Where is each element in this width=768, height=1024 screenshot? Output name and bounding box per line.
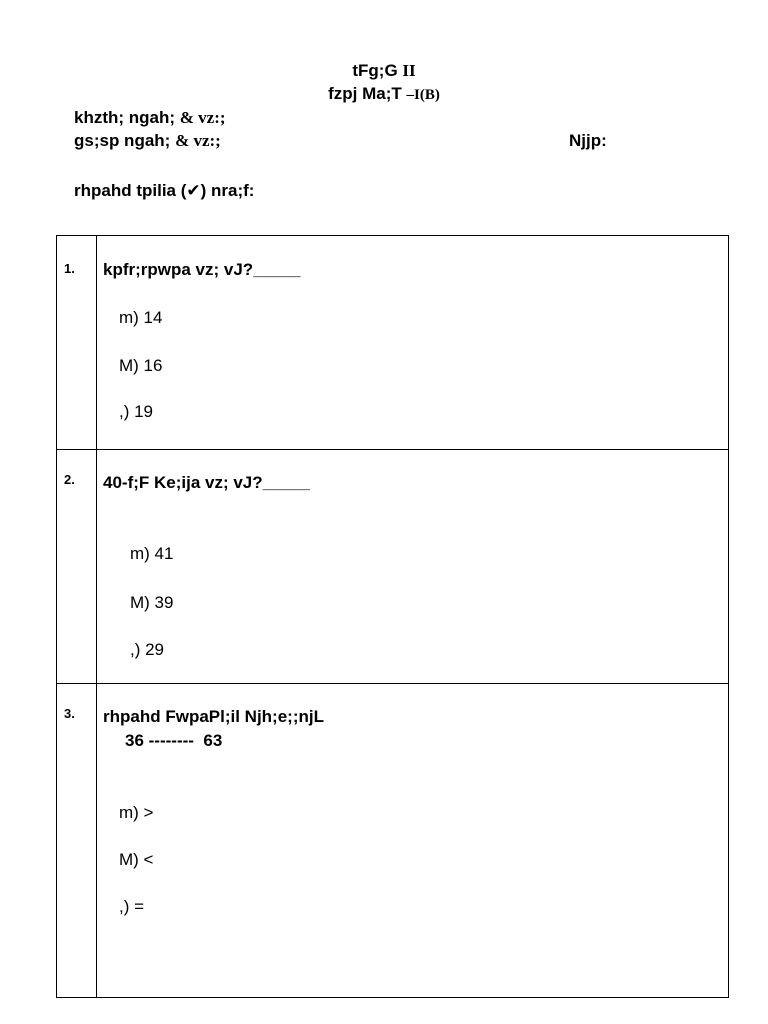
column-divider	[96, 236, 97, 997]
question-3-option-b[interactable]: M) <	[119, 850, 154, 869]
teacher-name-label: gs;sp ngah; & vz:;	[74, 131, 221, 150]
question-1-number: 1.	[64, 261, 75, 276]
title-line-1: tFg;G II	[352, 61, 416, 80]
question-table	[56, 235, 729, 998]
checkmark-icon: ✔	[186, 181, 201, 201]
row-divider-1	[57, 449, 728, 450]
student-name-label: khzth; ngah; & vz:;	[74, 108, 226, 127]
question-2-text: 40-f;F Ke;ija vz; vJ?_____	[103, 473, 310, 492]
instruction-text: rhpahd tpilia (✔) nra;f:	[74, 181, 255, 201]
question-2-option-c[interactable]: ,) 29	[130, 640, 165, 659]
row-divider-2	[57, 683, 728, 684]
date-label: Njjp:	[569, 131, 607, 150]
question-2-number: 2.	[64, 472, 75, 487]
question-2-option-b[interactable]: M) 39	[130, 593, 174, 612]
question-1-text: kpfr;rpwpa vz; vJ?_____	[103, 260, 301, 279]
question-3-option-c[interactable]: ,) =	[119, 897, 145, 916]
question-3-option-a[interactable]: m) >	[119, 803, 154, 822]
question-1-option-a[interactable]: m) 14	[119, 308, 163, 327]
question-2-option-a[interactable]: m) 41	[130, 544, 174, 563]
question-3-comparison: 36 -------- 63	[125, 731, 223, 750]
question-1-option-b[interactable]: M) 16	[119, 356, 163, 375]
question-3-text: rhpahd FwpaPl;il Njh;e;;njL	[103, 707, 324, 726]
question-1-option-c[interactable]: ,) 19	[119, 402, 154, 421]
title-line-2: fzpj Ma;T –I(B)	[328, 84, 440, 103]
question-3-number: 3.	[64, 706, 75, 721]
